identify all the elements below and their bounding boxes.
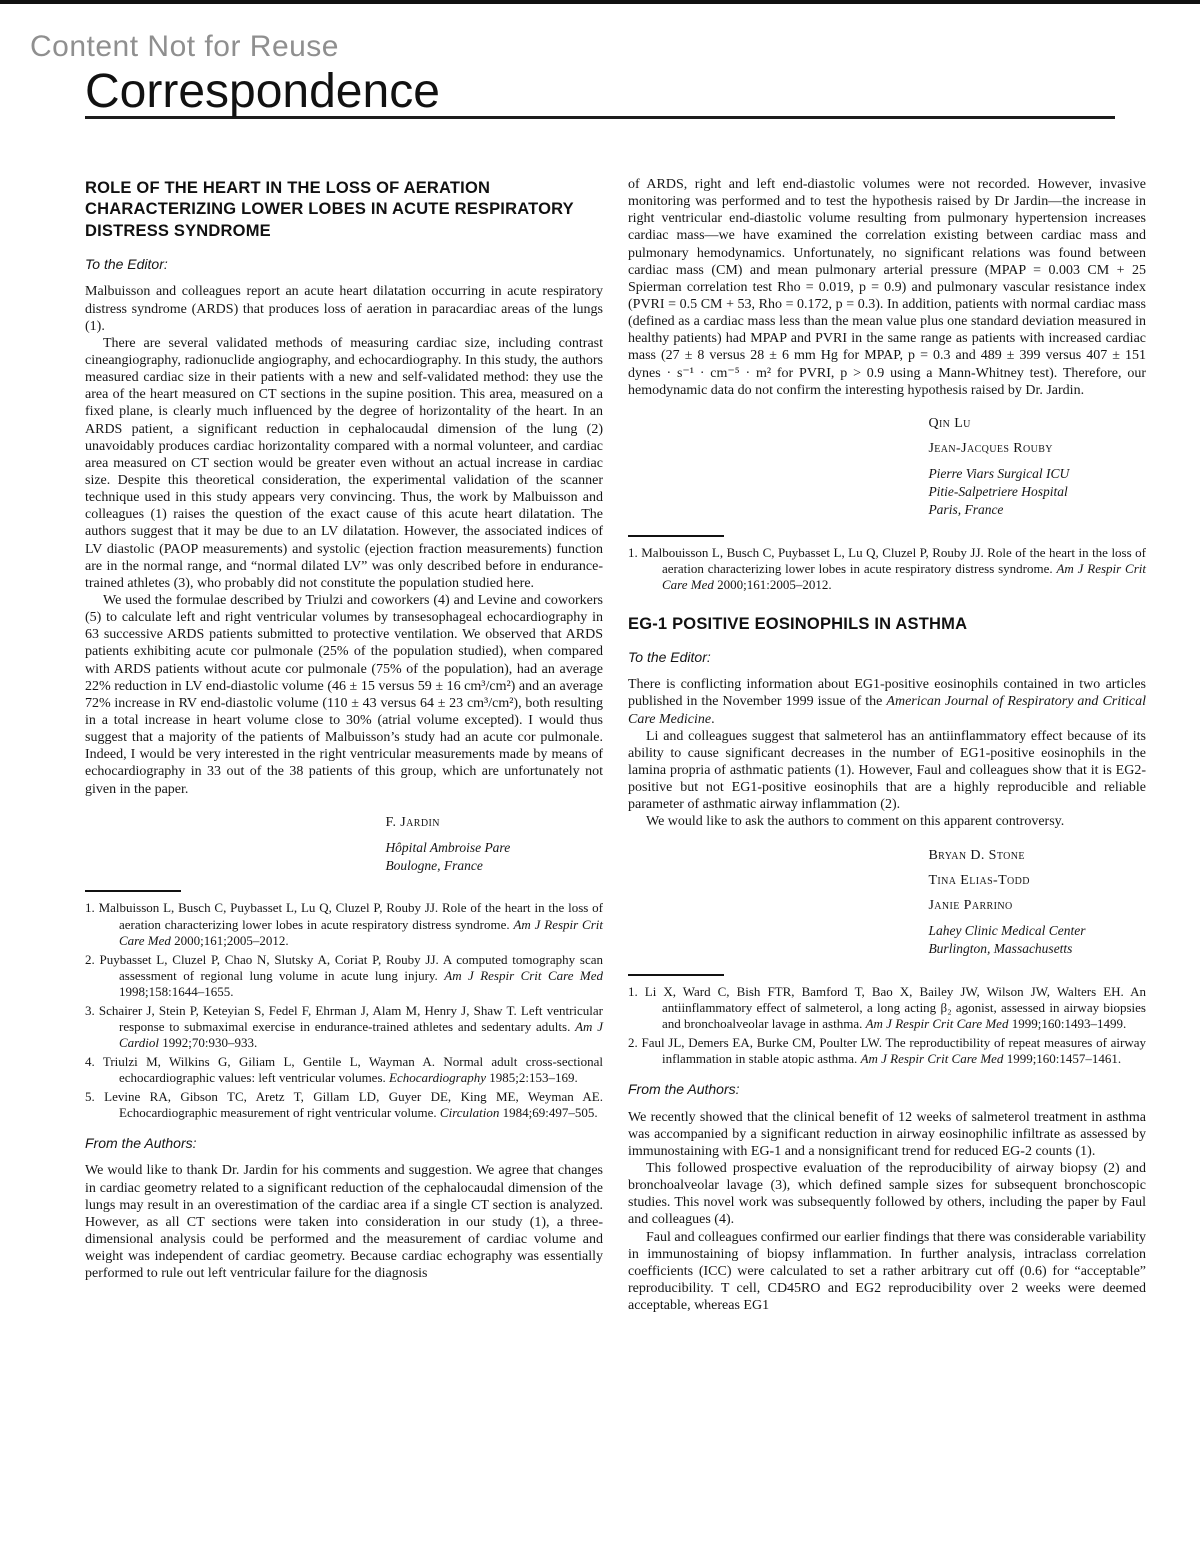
journal-name: Am J Respir Crit Care Med (860, 1051, 1004, 1067)
reference-list (85, 890, 603, 1121)
watermark-text: Content Not for Reuse (30, 30, 339, 63)
salutation: From the Authors: (85, 1135, 197, 1152)
column-left (85, 176, 603, 1314)
paragraph: There are several validated methods of measuring cardiac size, including contrast cineangiography, radionuclide angiography, and echocardiography. In this study, the authors measured cardiac size in their patients with a new and self-validated method: they use the area of the heart measured on CT sections in the supine position. This area, measured on a fixed plane, is clearly much influenced by the degree of horizontality of the heart. In an ARDS patient, a significant reduction in cephalocaudal dimension of the lung (2) unavoidably produces cardiac horizontality compared with a normal volunteer, and cardiac area measured on CT section would be greater even without an actual increase in cardiac size. Despite this theoretical consideration, the experimental validation of the scanner technique used in this study appears very convincing. Thus, the work by Malbuisson and colleagues (1) raises the question of the exact cause of this acute heart dilatation. The authors suggest that it may be due to an LV dilatation. However, the associated indices of LV diastolic (PAOP measurements) and systolic (ejection fraction measurements) function are in the normal range, and “normal dilated LV” was only described before in endurance-trained athletes (3), who probably did not constitute the population studied here. (85, 335, 603, 591)
journal-name: Am J Cardiol (119, 1019, 603, 1051)
reference-item: 2. Puybasset L, Cluzel P, Chao N, Slutsky A, Coriat P, Rouby JJ. A computed tomography scan assessment of regional lung volume in acute lung injury. Am J Respir Crit Care Med 1998;158:1644–1655. (85, 951, 604, 1000)
paragraph: There is conflicting information about EG1-positive eosinophils contained in two articles published in the November 1999 issue of the American Journal of Respiratory and Critical Care Medicine. (628, 677, 1147, 727)
signature-affiliation: Lahey Clinic Medical Center (928, 922, 1086, 938)
paragraph: Malbuisson and colleagues report an acute heart dilatation occurring in acute respiratory distress syndrome (ARDS) that produces loss of aeration in paracardiac areas of the lungs (1). (85, 284, 603, 334)
reference-list (628, 535, 1146, 594)
reference-item: 1. Malbuisson L, Busch C, Puybasset L, Lu Q, Cluzel P, Rouby JJ. Role of the heart in the loss of aeration characterizing lower lobes in acute respiratory distress syndrome. Am J Respir Crit Care Med 2000;161;2005–2012. (85, 900, 603, 949)
section-heading: EG-1 POSITIVE EOSINOPHILS IN ASTHMA (628, 614, 968, 633)
signature-block (928, 847, 1146, 958)
masthead (85, 66, 1117, 119)
journal-name: American Journal of Respiratory and Critical Care Medicine (628, 694, 1147, 727)
journal-name: Am J Respir Crit Care Med (119, 916, 603, 949)
salutation: To the Editor: (628, 649, 711, 666)
reference-item: 2. Faul JL, Demers EA, Burke CM, Poulter LW. The reproductibility of repeat measures of airway inflammation in stable atopic asthma. Am J Respir Crit Care Med 1999;160:1457–1461. (628, 1034, 1146, 1067)
signature-name: Tina Elias-Todd (928, 872, 1030, 888)
journal-name: Am J Respir Crit Care Med (444, 967, 603, 983)
reference-item: 1. Li X, Ward C, Bish FTR, Bamford T, Bao X, Bailey JW, Wilson JW, Walters EH. An antiinflammatory effect of salmeterol, a long acting β₂ agonist, assessed in airway biopsies and bronchoalveolar lavage in asthma. Am J Respir Crit Care Med 1999;160:1493–1499. (628, 983, 1146, 1032)
paragraph: We used the formulae described by Triulzi and coworkers (4) and Levine and coworkers (5) to calculate left and right ventricular volumes by transesophageal echocardiography in 63 successive ARDS patients submitted to protective ventilation. We observed that ARDS patients exhibiting acute cor pulmonale (25% of the population studied), when compared with ARDS patients without acute cor pulmonale (75% of the population), had an average 22% reduction in LV end-diastolic volume (46 ± 15 versus 59 ± 16 cm³/cm²) and an average 72% increase in RV end-diastolic volume (110 ± 43 versus 64 ± 23 cm³/cm²), both resulting in a total increase in heart volume close to 30% (atrial volume excepted). I would thus suggest that a majority of the patients of Malbuisson’s study had an acute cor pulmonale. Indeed, I would be very interested in the right ventricular measurements made by means of echocardiography in 33 out of the 38 patients of this group, which are unfortunately not given in the paper. (85, 592, 603, 797)
reference-rule (85, 890, 181, 892)
section-heading: ROLE OF THE HEART IN THE LOSS OF AERATION CHARACTERIZING LOWER LOBES IN ACUTE RESPIRATORY DISTRESS SYNDROME (85, 179, 574, 240)
signature-name: Qin Lu (928, 415, 971, 431)
signature-name: F. Jardin (385, 814, 440, 830)
two-column-content (85, 176, 1146, 1314)
signature-affiliation: Burlington, Massachusetts (928, 940, 1073, 956)
reference-item: 5. Levine RA, Gibson TC, Aretz T, Gillam LD, Guyer DE, King ME, Weyman AE. Echocardiographic measurement of right ventricular volume. Circulation 1984;69:497–505. (85, 1088, 604, 1120)
paragraph: Li and colleagues suggest that salmeterol has an antiinflammatory effect because of its ability to cause significant decreases in the number of EG1-positive eosinophils in the lamina propria of asthmatic patients (1). However, Faul and colleagues show that it is EG2-positive but not EG1-positive eosinophils that are a highly reproducible and reliable parameter of asthmatic airway inflammation (2). (628, 728, 1146, 813)
paragraph: of ARDS, right and left end-diastolic volumes were not recorded. However, invasive monitoring was performed and to test the hypothesis raised by Dr Jardin—the increase in right ventricular end-diastolic volume resulting from pulmonary hypertension increases cardiac mass—we have examined the correlation existing between cardiac mass and pulmonary hemodynamics. Unfortunately, no significant relations was found between cardiac mass (CM) and mean pulmonary arterial pressure (MPAP = 0.003 CM + 25 Spierman correlation test Rho = 0.019, p = 0.9) and pulmonary vascular resistance index (PVRI = 0.5 CM + 53, Rho = 0.172, p = 0.3). In addition, patients with normal cardiac mass (defined as a cardiac mass less than the mean value plus one standard deviation measured in healthy patients) had MPAP and PVRI in the same range as patients with increased cardiac mass (27 ± 8 versus 28 ± 6 mm Hg for MPAP, p = 0.3 and 489 ± 399 versus 407 ± 151 dynes · s⁻¹ · cm⁻⁵ · m² for PVRI, p > 0.9 using a Mann-Whitney test). Therefore, our hemodynamic data do not confirm the interesting hypothesis raised by Dr. Jardin. (628, 177, 1146, 398)
reference-rule (628, 974, 724, 976)
salutation: To the Editor: (85, 256, 168, 273)
paragraph: We would like to ask the authors to comment on this apparent controversy. (646, 814, 1065, 830)
reference-item: 4. Triulzi M, Wilkins G, Giliam L, Gentile L, Wayman A. Normal adult cross-sectional echocardiographic values: left ventricular volumes. Echocardiography 1985;2:153–169. (85, 1053, 603, 1086)
signature-affiliation: Pitie-Salpetriere Hospital (928, 483, 1068, 499)
signature-block (385, 814, 603, 875)
signature-affiliation: Boulogne, France (385, 857, 483, 873)
signature-name: Bryan D. Stone (928, 847, 1025, 863)
salutation: From the Authors: (628, 1081, 740, 1098)
signature-block (928, 415, 1146, 519)
paragraph: This followed prospective evaluation of the reproducibility of airway biopsy (2) and bronchoalveolar lavage (3), which defined sample sizes for subsequent bronchoscopic studies. This novel work was subsequently followed by others, including the paper by Faul and colleagues (4). (628, 1161, 1146, 1228)
reference-item: 1. Malbouisson L, Busch C, Puybasset L, Lu Q, Cluzel P, Rouby JJ. Role of the heart in the loss of aeration characterizing lower lobes in acute respiratory distress syndrome. Am J Respir Crit Care Med 2000;161:2005–2012. (628, 544, 1146, 593)
signature-affiliation: Paris, France (928, 501, 1004, 517)
paragraph: We recently showed that the clinical benefit of 12 weeks of salmeterol treatment in asthma was accompanied by a significant reduction in airway eosinophilic infiltrate as assessed by immunostaining with EG-1 and a nonsignificant trend for reduced EG-2 counts (1). (628, 1109, 1146, 1159)
signature-affiliation: Pierre Viars Surgical ICU (928, 466, 1070, 482)
journal-name: Am J Respir Crit Care Med (865, 1016, 1009, 1032)
signature-name: Janie Parrino (928, 897, 1013, 913)
reference-list (628, 974, 1146, 1068)
paragraph: We would like to thank Dr. Jardin for his comments and suggestion. We agree that changes in cardiac geometry related to a significant reduction of the cephalocaudal dimension of the lungs may result in an overestimation of the cardiac area if a single CT section is analyzed. However, as all CT sections were taken into consideration in our study (1), a three-dimensional analysis could be performed and the measurement of cardiac volume and weight was independent of cardiac geometry. Because cardiac echography was essentially performed to rule out left ventricular failure for the diagnosis (85, 1163, 603, 1282)
page-title: Correspondence (85, 65, 440, 118)
journal-name: Circulation (439, 1104, 500, 1120)
reference-item: 3. Schairer J, Stein P, Keteyian S, Fedel F, Ehrman J, Alam M, Henry J, Shaw T. Left ventricular response to submaximal exercise in endurance-trained athletes and sedentary adults. Am J Cardiol 1992;70:930–933. (85, 1002, 603, 1051)
reference-rule (628, 535, 724, 537)
paragraph: Faul and colleagues confirmed our earlier findings that there was considerable variability in immunostaining of biopsy inflammation. In further analysis, intraclass correlation coefficients (ICC) were calculated to set a rather arbitrary cut off (0.6) for “acceptable” reproducibility. T cell, CD45RO and EG2 reproducibility over 2 weeks were deemed acceptable, whereas EG1 (628, 1229, 1146, 1314)
journal-name: Am J Respir Crit Care Med (662, 560, 1146, 593)
signature-name: Jean-Jacques Rouby (928, 440, 1053, 456)
signature-affiliation: Hôpital Ambroise Pare (385, 839, 511, 855)
column-right (628, 176, 1146, 1314)
journal-name: Echocardiography (389, 1070, 487, 1086)
scan-edge-bar (0, 0, 1200, 4)
